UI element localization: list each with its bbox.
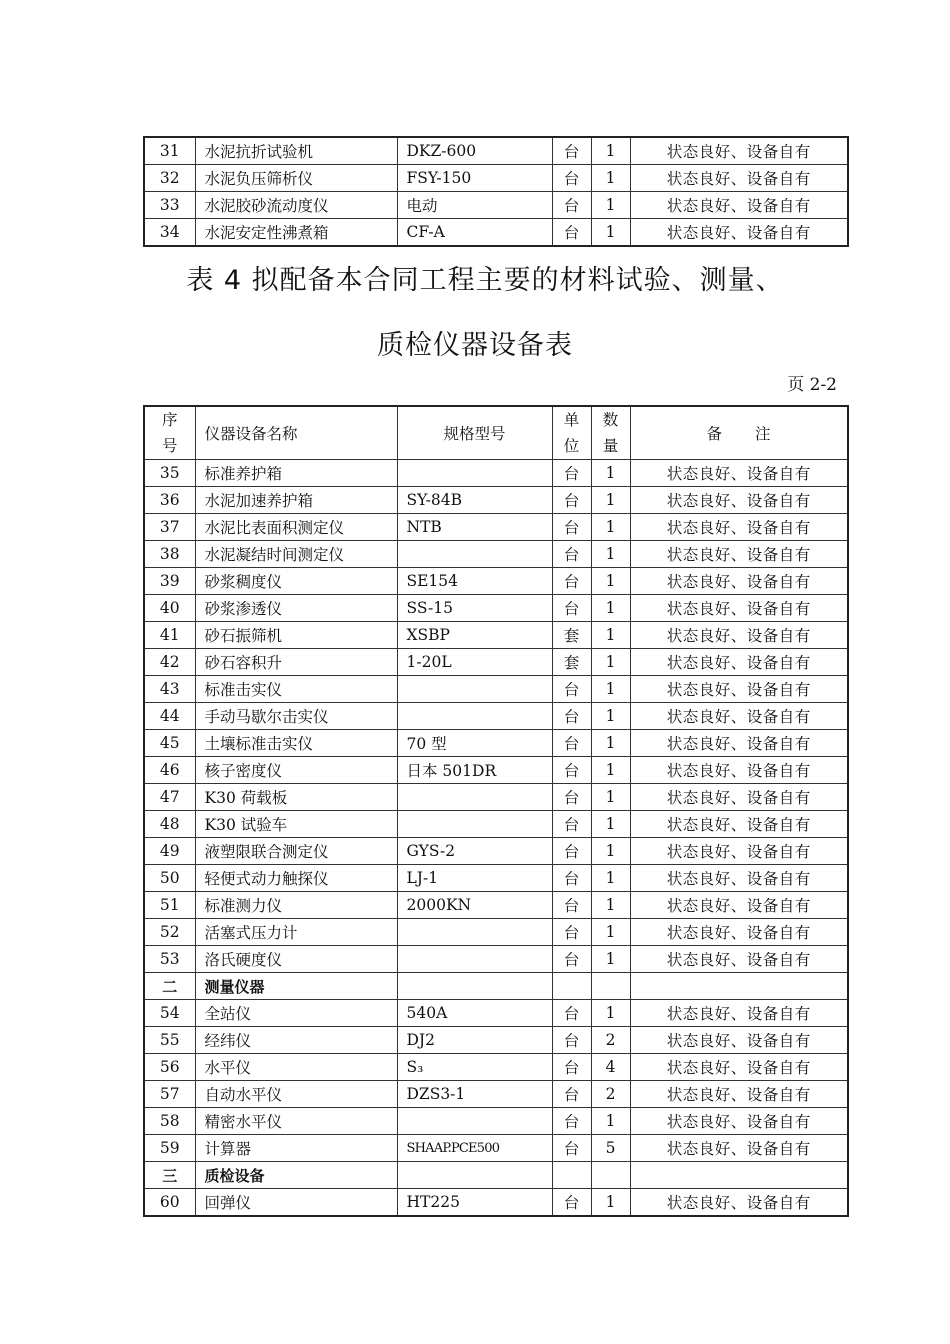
cell-qty: 1	[591, 541, 630, 568]
cell-name: 砂石振筛机	[195, 622, 397, 649]
cell-no: 51	[144, 892, 195, 919]
cell-note: 状态良好、设备自有	[630, 892, 848, 919]
table-row	[144, 838, 848, 865]
cell-note: 状态良好、设备自有	[630, 541, 848, 568]
table-row	[144, 811, 848, 838]
table-row	[144, 192, 848, 219]
cell-qty: 1	[591, 1189, 630, 1217]
cell-spec	[397, 460, 552, 487]
cell-spec: 2000KN	[397, 892, 552, 919]
empty-cell	[397, 973, 552, 1000]
cell-spec: XSBP	[397, 622, 552, 649]
cell-name: 回弹仪	[195, 1189, 397, 1217]
cell-qty: 4	[591, 1054, 630, 1081]
cell-note: 状态良好、设备自有	[630, 919, 848, 946]
cell-no: 40	[144, 595, 195, 622]
table-row	[144, 865, 848, 892]
empty-cell	[591, 1162, 630, 1189]
cell-no: 33	[144, 192, 195, 219]
table-row	[144, 137, 848, 165]
cell-unit: 台	[552, 838, 591, 865]
cell-no: 60	[144, 1189, 195, 1217]
table-row	[144, 1027, 848, 1054]
section-row	[144, 1162, 848, 1189]
cell-no: 39	[144, 568, 195, 595]
cell-name: 手动马歇尔击实仪	[195, 703, 397, 730]
empty-cell	[552, 1162, 591, 1189]
cell-note: 状态良好、设备自有	[630, 1135, 848, 1162]
cell-name: 水泥胶砂流动度仪	[195, 192, 397, 219]
cell-unit: 套	[552, 622, 591, 649]
cell-no: 35	[144, 460, 195, 487]
cell-qty: 1	[591, 219, 630, 247]
cell-spec: HT225	[397, 1189, 552, 1217]
cell-spec: DJ2	[397, 1027, 552, 1054]
cell-unit: 台	[552, 1054, 591, 1081]
cell-name: K30 荷载板	[195, 784, 397, 811]
cell-spec: S₃	[397, 1054, 552, 1081]
cell-name: 轻便式动力触探仪	[195, 865, 397, 892]
cell-qty: 1	[591, 811, 630, 838]
cell-spec: DKZ-600	[397, 137, 552, 165]
empty-cell	[630, 973, 848, 1000]
cell-unit: 台	[552, 487, 591, 514]
empty-cell	[397, 1162, 552, 1189]
cell-unit: 台	[552, 165, 591, 192]
cell-no: 58	[144, 1108, 195, 1135]
table-row	[144, 487, 848, 514]
cell-no: 48	[144, 811, 195, 838]
cell-qty: 2	[591, 1081, 630, 1108]
cell-note: 状态良好、设备自有	[630, 757, 848, 784]
cell-qty: 1	[591, 1000, 630, 1027]
cell-spec	[397, 811, 552, 838]
cell-name: 标准测力仪	[195, 892, 397, 919]
table-row	[144, 568, 848, 595]
cell-note: 状态良好、设备自有	[630, 487, 848, 514]
table-row	[144, 1000, 848, 1027]
cell-no: 47	[144, 784, 195, 811]
cell-no: 50	[144, 865, 195, 892]
cell-note: 状态良好、设备自有	[630, 1027, 848, 1054]
section-number: 三	[144, 1162, 195, 1189]
table-title-line2: 质检仪器设备表	[377, 330, 573, 361]
cell-spec	[397, 784, 552, 811]
cell-no: 59	[144, 1135, 195, 1162]
cell-unit: 台	[552, 192, 591, 219]
cell-unit: 台	[552, 811, 591, 838]
cell-name: 全站仪	[195, 1000, 397, 1027]
section-row	[144, 973, 848, 1000]
cell-spec: 日本 501DR	[397, 757, 552, 784]
cell-note: 状态良好、设备自有	[630, 1054, 848, 1081]
cell-no: 41	[144, 622, 195, 649]
table-row	[144, 622, 848, 649]
empty-cell	[591, 973, 630, 1000]
table-row	[144, 649, 848, 676]
table-row	[144, 1108, 848, 1135]
table-row	[144, 514, 848, 541]
cell-no: 46	[144, 757, 195, 784]
cell-note: 状态良好、设备自有	[630, 649, 848, 676]
cell-no: 57	[144, 1081, 195, 1108]
cell-spec: SS-15	[397, 595, 552, 622]
section-number: 二	[144, 973, 195, 1000]
equipment-table	[143, 405, 849, 1217]
table-row	[144, 1189, 848, 1217]
cell-name: 砂浆渗透仪	[195, 595, 397, 622]
cell-note: 状态良好、设备自有	[630, 811, 848, 838]
cell-qty: 1	[591, 757, 630, 784]
cell-name: 水泥加速养护箱	[195, 487, 397, 514]
cell-no: 32	[144, 165, 195, 192]
cell-note: 状态良好、设备自有	[630, 1108, 848, 1135]
cell-note: 状态良好、设备自有	[630, 219, 848, 247]
cell-note: 状态良好、设备自有	[630, 568, 848, 595]
cell-qty: 1	[591, 865, 630, 892]
cell-unit: 台	[552, 730, 591, 757]
cell-note: 状态良好、设备自有	[630, 595, 848, 622]
cell-unit: 套	[552, 649, 591, 676]
cell-qty: 1	[591, 568, 630, 595]
cell-name: 水平仪	[195, 1054, 397, 1081]
cell-qty: 1	[591, 946, 630, 973]
cell-qty: 2	[591, 1027, 630, 1054]
cell-name: 水泥比表面积测定仪	[195, 514, 397, 541]
cell-note: 状态良好、设备自有	[630, 676, 848, 703]
cell-note: 状态良好、设备自有	[630, 1000, 848, 1027]
cell-spec: 540A	[397, 1000, 552, 1027]
cell-unit: 台	[552, 946, 591, 973]
cell-qty: 1	[591, 595, 630, 622]
cell-unit: 台	[552, 865, 591, 892]
cell-unit: 台	[552, 1135, 591, 1162]
cell-note: 状态良好、设备自有	[630, 137, 848, 165]
cell-spec	[397, 703, 552, 730]
cell-qty: 1	[591, 703, 630, 730]
table-row	[144, 1081, 848, 1108]
cell-no: 49	[144, 838, 195, 865]
cell-no: 52	[144, 919, 195, 946]
cell-unit: 台	[552, 784, 591, 811]
cell-spec: SY-84B	[397, 487, 552, 514]
cell-unit: 台	[552, 892, 591, 919]
header-no: 序 号	[144, 406, 195, 460]
cell-no: 54	[144, 1000, 195, 1027]
cell-note: 状态良好、设备自有	[630, 703, 848, 730]
cell-name: 水泥凝结时间测定仪	[195, 541, 397, 568]
table-row	[144, 892, 848, 919]
cell-qty: 1	[591, 137, 630, 165]
cell-unit: 台	[552, 1081, 591, 1108]
cell-name: 液塑限联合测定仪	[195, 838, 397, 865]
cell-note: 状态良好、设备自有	[630, 1189, 848, 1217]
cell-spec	[397, 919, 552, 946]
cell-no: 55	[144, 1027, 195, 1054]
cell-spec: SE154	[397, 568, 552, 595]
cell-unit: 台	[552, 1108, 591, 1135]
cell-unit: 台	[552, 514, 591, 541]
table-row	[144, 1135, 848, 1162]
table-header-row	[144, 406, 848, 460]
cell-qty: 1	[591, 784, 630, 811]
table-row	[144, 703, 848, 730]
cell-note: 状态良好、设备自有	[630, 165, 848, 192]
cell-note: 状态良好、设备自有	[630, 192, 848, 219]
cell-no: 31	[144, 137, 195, 165]
cell-note: 状态良好、设备自有	[630, 784, 848, 811]
table-row	[144, 219, 848, 247]
header-spec: 规格型号	[397, 406, 552, 460]
cell-name: 洛氏硬度仪	[195, 946, 397, 973]
cell-no: 42	[144, 649, 195, 676]
cell-unit: 台	[552, 568, 591, 595]
cell-qty: 5	[591, 1135, 630, 1162]
cell-name: 标准养护箱	[195, 460, 397, 487]
table-row	[144, 165, 848, 192]
header-note: 备 注	[630, 406, 848, 460]
table-row	[144, 919, 848, 946]
cell-note: 状态良好、设备自有	[630, 838, 848, 865]
cell-spec: 电动	[397, 192, 552, 219]
empty-cell	[630, 1162, 848, 1189]
table-row	[144, 460, 848, 487]
cell-qty: 1	[591, 460, 630, 487]
cell-qty: 1	[591, 1108, 630, 1135]
cell-no: 43	[144, 676, 195, 703]
cell-note: 状态良好、设备自有	[630, 730, 848, 757]
cell-note: 状态良好、设备自有	[630, 514, 848, 541]
table-title-line1: 表 4 拟配备本合同工程主要的材料试验、测量、	[186, 265, 784, 296]
table-row	[144, 946, 848, 973]
cell-qty: 1	[591, 892, 630, 919]
cell-qty: 1	[591, 622, 630, 649]
cell-unit: 台	[552, 137, 591, 165]
cell-note: 状态良好、设备自有	[630, 460, 848, 487]
cell-qty: 1	[591, 676, 630, 703]
table-row	[144, 730, 848, 757]
cell-qty: 1	[591, 838, 630, 865]
cell-spec: 70 型	[397, 730, 552, 757]
cell-spec: LJ-1	[397, 865, 552, 892]
cell-spec: NTB	[397, 514, 552, 541]
cell-qty: 1	[591, 919, 630, 946]
cell-name: 自动水平仪	[195, 1081, 397, 1108]
cell-qty: 1	[591, 487, 630, 514]
cell-qty: 1	[591, 514, 630, 541]
table-row	[144, 541, 848, 568]
cell-qty: 1	[591, 649, 630, 676]
cell-spec: DZS3-1	[397, 1081, 552, 1108]
equipment-table-continued	[143, 136, 849, 247]
cell-no: 44	[144, 703, 195, 730]
cell-no: 45	[144, 730, 195, 757]
cell-name: K30 试验车	[195, 811, 397, 838]
cell-spec: SHAAP.PCE500	[397, 1135, 552, 1162]
cell-note: 状态良好、设备自有	[630, 1081, 848, 1108]
table-row	[144, 676, 848, 703]
cell-no: 56	[144, 1054, 195, 1081]
cell-unit: 台	[552, 676, 591, 703]
cell-unit: 台	[552, 541, 591, 568]
cell-no: 36	[144, 487, 195, 514]
page-number: 页 2-2	[787, 375, 837, 395]
cell-unit: 台	[552, 1000, 591, 1027]
cell-unit: 台	[552, 757, 591, 784]
cell-note: 状态良好、设备自有	[630, 946, 848, 973]
cell-name: 水泥安定性沸煮箱	[195, 219, 397, 247]
table-row	[144, 595, 848, 622]
cell-spec: GYS-2	[397, 838, 552, 865]
cell-note: 状态良好、设备自有	[630, 622, 848, 649]
cell-name: 土壤标准击实仪	[195, 730, 397, 757]
cell-spec: FSY-150	[397, 165, 552, 192]
cell-name: 砂石容积升	[195, 649, 397, 676]
cell-spec: CF-A	[397, 219, 552, 247]
cell-name: 水泥负压筛析仪	[195, 165, 397, 192]
cell-unit: 台	[552, 595, 591, 622]
cell-unit: 台	[552, 1027, 591, 1054]
cell-unit: 台	[552, 919, 591, 946]
cell-no: 37	[144, 514, 195, 541]
cell-note: 状态良好、设备自有	[630, 865, 848, 892]
cell-name: 经纬仪	[195, 1027, 397, 1054]
cell-spec	[397, 1108, 552, 1135]
cell-spec	[397, 676, 552, 703]
section-title: 测量仪器	[195, 973, 397, 1000]
cell-name: 标准击实仪	[195, 676, 397, 703]
cell-spec	[397, 946, 552, 973]
cell-name: 活塞式压力计	[195, 919, 397, 946]
table-row	[144, 1054, 848, 1081]
table-row	[144, 784, 848, 811]
cell-name: 砂浆稠度仪	[195, 568, 397, 595]
cell-name: 计算器	[195, 1135, 397, 1162]
cell-unit: 台	[552, 703, 591, 730]
cell-qty: 1	[591, 165, 630, 192]
cell-unit: 台	[552, 219, 591, 247]
cell-unit: 台	[552, 1189, 591, 1217]
header-qty: 数 量	[591, 406, 630, 460]
cell-qty: 1	[591, 730, 630, 757]
table-row	[144, 757, 848, 784]
cell-name: 核子密度仪	[195, 757, 397, 784]
cell-no: 38	[144, 541, 195, 568]
cell-name: 精密水平仪	[195, 1108, 397, 1135]
header-unit: 单 位	[552, 406, 591, 460]
header-name: 仪器设备名称	[195, 406, 397, 460]
cell-spec	[397, 541, 552, 568]
cell-name: 水泥抗折试验机	[195, 137, 397, 165]
cell-spec: 1-20L	[397, 649, 552, 676]
empty-cell	[552, 973, 591, 1000]
cell-qty: 1	[591, 192, 630, 219]
cell-unit: 台	[552, 460, 591, 487]
section-title: 质检设备	[195, 1162, 397, 1189]
cell-no: 34	[144, 219, 195, 247]
cell-no: 53	[144, 946, 195, 973]
